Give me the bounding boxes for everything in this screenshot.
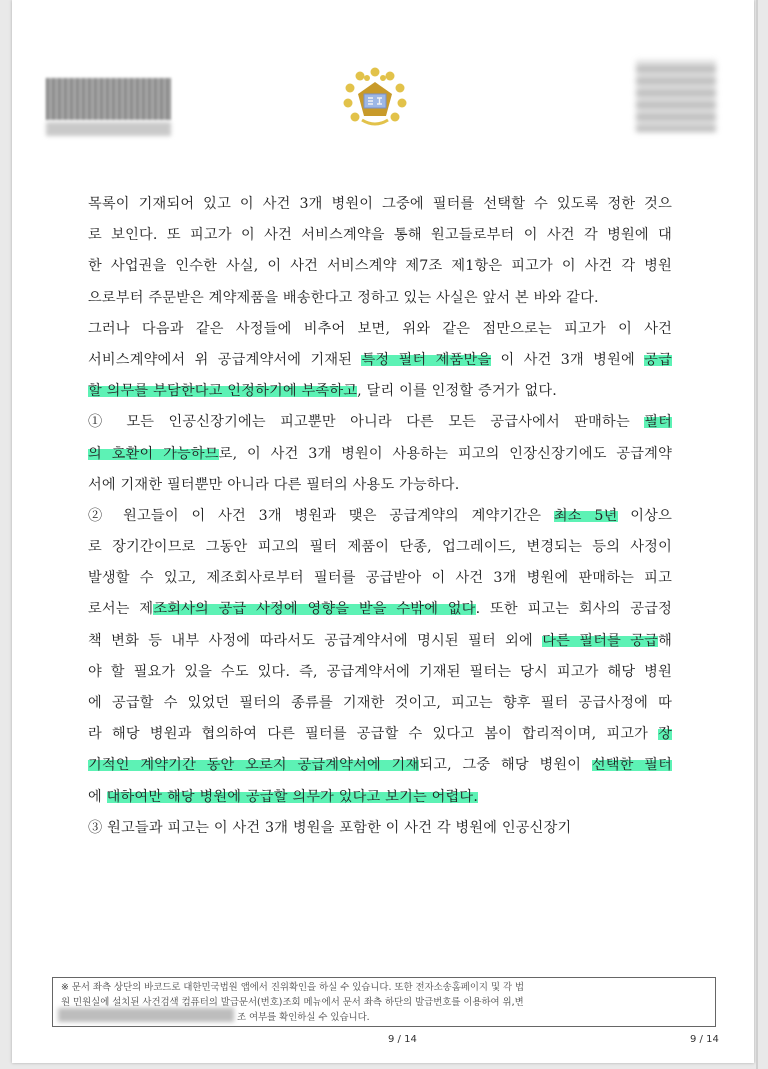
text-line [88,782,672,813]
highlighted-text: 공급 [644,351,672,368]
text-line [88,501,672,532]
text-segment: 으로부터 주문받은 계약제품을 배송한다고 정하고 있는 사실은 앞서 본 바와 같다. [88,289,599,306]
text-segment: 로서는 제 [88,601,154,618]
qr-code-redacted [636,60,716,132]
text-line [88,189,672,220]
text-segment: 에 공급할 수 있었던 필터의 종류를 기재한 것이고, 피고는 향후 필터 공급사정에 따 [88,695,672,711]
footer-notice-line1: ※ 문서 좌측 상단의 바코드로 대한민국법원 앱에서 진위확인을 하실 수 있습니다. 또한 전자소송홈페이지 및 각 법 [61,982,525,993]
highlighted-text: 할 의무를 부담한다고 인정하기에 부족하고 [88,383,358,400]
text-line [88,594,672,625]
text-line [88,251,672,282]
footer-notice-line2: 원 민원실에 설치된 사건검색 컴퓨터의 발급문서(번호)조회 메뉴에서 문서 좌측 하단의 발급번호를 이용하여 위,변 [61,997,524,1008]
text-segment: 되고, 그중 해당 병원이 [419,757,592,774]
highlighted-text: 장 [658,726,672,743]
text-line [88,813,672,844]
text-line [88,314,672,345]
text-segment: 로 장기간이므로 그동안 피고의 필터 제품이 단종, 업그레이드, 변경되는 등의 사정이 [88,539,672,556]
text-segment: 발생할 수 있고, 제조회사로부터 필터를 공급받아 이 사건 3개 병원에 판매하는 피고 [88,570,672,587]
barcode-number-redacted [46,122,171,136]
text-line [88,688,672,719]
text-line [88,407,672,438]
issue-number-redacted [58,1008,234,1022]
page-number-center: 9 / 14 [388,1034,417,1045]
text-line [88,719,672,750]
highlighted-text: 대하여만 해당 병원에 공급할 의무가 있다고 보기는 어렵다. [106,788,479,805]
highlighted-text: 의 호환이 가능하므 [88,445,219,462]
text-segment: ③ 원고들과 피고는 이 사건 3개 병원을 포함한 이 사건 각 병원에 인공신장기 [88,819,572,836]
text-line [88,563,672,594]
text-line [88,626,672,657]
highlighted-text: 특정 필터 제품만을 [361,351,492,368]
text-segment: ① 모든 인공신장기에는 피고뿐만 아니라 다른 모든 공급사에서 판매하는 [88,414,645,431]
highlighted-text: 다른 필터를 공급 [542,632,659,649]
document-body [88,189,672,844]
text-segment: 로 보인다. 또 피고가 이 사건 서비스계약을 통해 원고들로부터 이 사건 각 병원에 대 [88,227,672,244]
text-segment: 책 변화 등 내부 사정에 따라서도 공급계약서에 명시된 필터 외에 [88,632,543,649]
text-segment: , 달리 이를 인정할 증거가 없다. [357,383,557,400]
text-line [88,345,672,376]
footer-notice-line3: 조 여부를 확인하실 수 있습니다. [237,1012,370,1023]
highlighted-text: 조회사의 공급 사정에 영향을 받을 수밖에 없다 [153,601,476,618]
highlighted-text: 선택한 필터 [591,757,672,774]
text-segment: 야 할 필요가 있을 수도 있다. 즉, 공급계약서에 기재된 필터는 당시 피고가 해당 병원 [88,663,672,680]
text-line [88,657,672,688]
text-segment: 목록이 기재되어 있고 이 사건 3개 병원이 그중에 필터를 선택할 수 있도록 정한 것으 [88,196,672,212]
text-line [88,439,672,470]
highlighted-text: 최소 5년 [553,507,618,524]
text-line [88,220,672,251]
page-edge [756,0,758,1069]
text-segment: 한 사업권을 인수한 사실, 이 사건 서비스계약 제7조 제1항은 피고가 이 사건 각 병원 [88,258,672,275]
text-segment: . 또한 피고는 회사의 공급정 [475,601,672,618]
text-line [88,376,672,407]
highlighted-text: 기적인 계약기간 동안 오로지 공급계약서에 기재 [88,757,420,774]
text-segment: 이 사건 3개 병원에 [491,351,645,368]
text-segment: 이상으 [617,507,672,524]
text-segment: 로, 이 사건 3개 병원이 사용하는 피고의 인장신장기에도 공급계약 [218,445,672,462]
text-line [88,750,672,781]
text-segment: 해 [658,632,672,649]
text-segment: 그러나 다음과 같은 사정들에 비추어 보면, 위와 같은 점만으로는 피고가 이 사건 [88,320,672,337]
text-segment: 서에 기재한 필터뿐만 아니라 다른 필터의 사용도 가능하다. [88,476,460,493]
text-line [88,283,672,314]
court-emblem-icon [340,64,410,134]
page-number-right: 9 / 14 [690,1034,719,1045]
text-segment: ② 원고들이 이 사건 3개 병원과 맺은 공급계약의 계약기간은 [88,507,554,524]
text-segment: 라 해당 병원과 협의하여 다른 필터를 공급할 수 있다고 봄이 합리적이며, 피고가 [88,726,659,743]
highlighted-text: 필터 [644,414,672,431]
text-segment: 서비스계약에서 위 공급계약서에 기재된 [88,351,362,368]
text-segment: 에 [88,788,107,805]
barcode [46,78,171,120]
text-line [88,470,672,501]
text-line [88,532,672,563]
